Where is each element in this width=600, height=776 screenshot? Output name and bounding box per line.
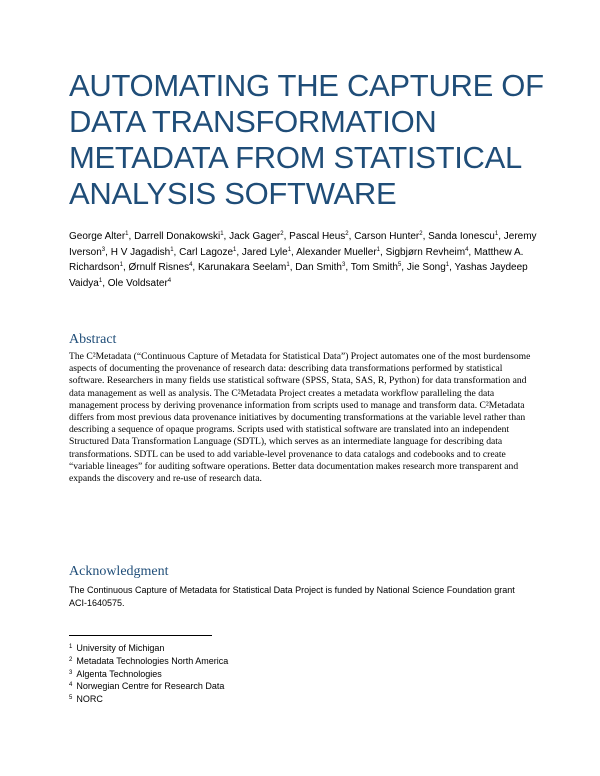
author-name: Carl Lagoze [179, 246, 234, 258]
abstract-heading: Abstract [69, 332, 117, 347]
author-affiliation-marker: 1 [445, 262, 450, 268]
author [386, 247, 469, 258]
footnote [69, 668, 369, 681]
author [354, 231, 422, 242]
author-affiliation-marker: 1 [494, 231, 499, 237]
footnote-number: 4 [69, 682, 73, 689]
author-name: Ole Voldsater [107, 277, 168, 289]
author-name: Darrell Donakowski [134, 231, 221, 242]
footnote-text: Algenta Technologies [76, 668, 162, 679]
author [134, 231, 223, 242]
author-name: Sanda Ionescu [428, 231, 495, 242]
author-name: H V Jagadish [110, 246, 171, 258]
author-name: Karunakara Seelam [197, 262, 287, 273]
author [129, 262, 193, 273]
title-line: DATA TRANSFORMATION [69, 104, 437, 139]
footnote-text: Norwegian Centre for Research Data [76, 681, 225, 692]
author-affiliation-marker: 1 [125, 231, 129, 237]
author [407, 262, 449, 273]
author-affiliation-marker: 1 [376, 246, 381, 253]
footnote-number: 5 [69, 695, 73, 702]
footnote-number: 1 [69, 644, 73, 650]
title-line: AUTOMATING THE CAPTURE OF [69, 68, 544, 103]
author-affiliation-marker: 4 [465, 246, 469, 253]
author-affiliation-marker: 5 [397, 262, 402, 268]
author-affiliation-marker: 1 [286, 262, 290, 268]
author-name: Tom Smith [350, 262, 398, 273]
author-name: Jeremy Iverson [69, 231, 537, 258]
footnote-text: NORC [76, 694, 103, 705]
author [289, 231, 348, 242]
author-affiliation-marker: 3 [101, 246, 106, 253]
author-name: Jared Lyle [241, 246, 288, 258]
author-name: Jie Song [406, 262, 446, 273]
author [198, 262, 290, 273]
title-line: ANALYSIS SOFTWARE [69, 176, 397, 211]
footnote [69, 680, 369, 693]
footnote [69, 642, 369, 655]
author-list: George Alter$^1$, Darrell Donakowski$^1$, Jack Gager$^2$, Pascal Heus$^2$, Carson Hunter$^2$, Sanda Ionescu$^1$, Jeremy Iverson$^3$, H V Jagadish$^1$, Carl Lagoze$^1$, Jared Lyle$^1$, Alexander Mueller$^1$, Sigbjørn Revheim$^4$, Matthew A. Richardson$^1$, Ørnulf Risnes$^4$, Karunakara Seelam$^1$, Dan Smith$^3$, Tom Smith$^5$, Jie Song$^1$, Yashas Jaydeep Vaidya$^1$, Ole Voldsater$^4$ [69, 231, 537, 289]
author [296, 247, 380, 258]
author [351, 262, 402, 273]
author-name: Dan Smith [295, 262, 342, 273]
author-name: Alexander Mueller [296, 246, 377, 258]
author-affiliation-marker: 3 [341, 262, 346, 268]
author-affiliation-marker: 4 [167, 277, 172, 284]
acknowledgment-heading: Acknowledgment [69, 564, 169, 579]
author-affiliation-marker: 1 [287, 246, 292, 253]
author [229, 231, 283, 242]
author-name: Pascal Heus [289, 231, 346, 242]
author-name: Yashas Jaydeep Vaidya [69, 262, 528, 289]
author-affiliation-marker: 2 [280, 231, 284, 237]
author-name: Jack Gager [229, 231, 281, 242]
author-affiliation-marker: 1 [220, 231, 224, 237]
author-name: Sigbjørn Revheim [385, 246, 466, 258]
acknowledgment-text: The Continuous Capture of Metadata for Statistical Data Project is funded by National Science Foundation grant ACI-1640575. [69, 585, 515, 608]
author-affiliation-marker: 2 [419, 231, 423, 237]
author [295, 262, 345, 273]
author-affiliation-marker: 1 [98, 277, 103, 284]
author [242, 247, 291, 258]
author-name: Matthew A. Richardson [69, 246, 524, 273]
author-affiliation-marker: 1 [119, 262, 123, 268]
title-line: METADATA FROM STATISTICAL [69, 140, 522, 175]
footnote-list [69, 642, 369, 706]
footnote-text: Metadata Technologies North America [76, 655, 229, 666]
footnote-number: 3 [69, 669, 73, 676]
author-affiliation-marker: 1 [233, 246, 237, 253]
author-affiliation-marker: 4 [189, 262, 193, 268]
paper-title [69, 68, 549, 212]
author-affiliation-marker: 1 [170, 246, 174, 253]
author [69, 231, 129, 242]
author-name: George Alter [69, 231, 126, 242]
author [108, 278, 171, 289]
footnote-text: University of Michigan [76, 643, 165, 653]
author [111, 247, 174, 258]
author-name: Ørnulf Risnes [128, 262, 190, 273]
footnote [69, 693, 369, 706]
footnote [69, 655, 369, 668]
author [179, 247, 236, 258]
footnote-divider [69, 635, 212, 636]
author-name: Carson Hunter [354, 231, 420, 242]
abstract-text: The C²Metadata (“Continuous Capture of Metadata for Statistical Data”) Project automates one of the most burdensome aspects of documenting the provenance of research data: describing data transformations performed by statistical software. Researchers in many fields use statistical software (SPSS, Stata, SAS, R, Python) for data transformation and data management as well as analysis. The C²Metadata Project creates a metadata workflow paralleling the data management process by deriving provenance information from scripts used to manage and transform data. C²Metadata differs from most previous data provenance initiatives by documenting transformations at the variable level rather than describing a sequence of opaque programs. Scripts used with statistical software are translated into an independent Structured Data Transformation Language (SDTL), which serves as an intermediate language for describing data transformations. SDTL can be used to add variable-level provenance to data catalogs and codebooks and to create “variable lineages” for auditing software operations. Better data documentation makes research more transparent and expands the discovery and re-use of research data. [69, 351, 531, 485]
author [428, 231, 498, 242]
footnote-number: 2 [69, 656, 73, 663]
author-affiliation-marker: 2 [345, 231, 349, 237]
